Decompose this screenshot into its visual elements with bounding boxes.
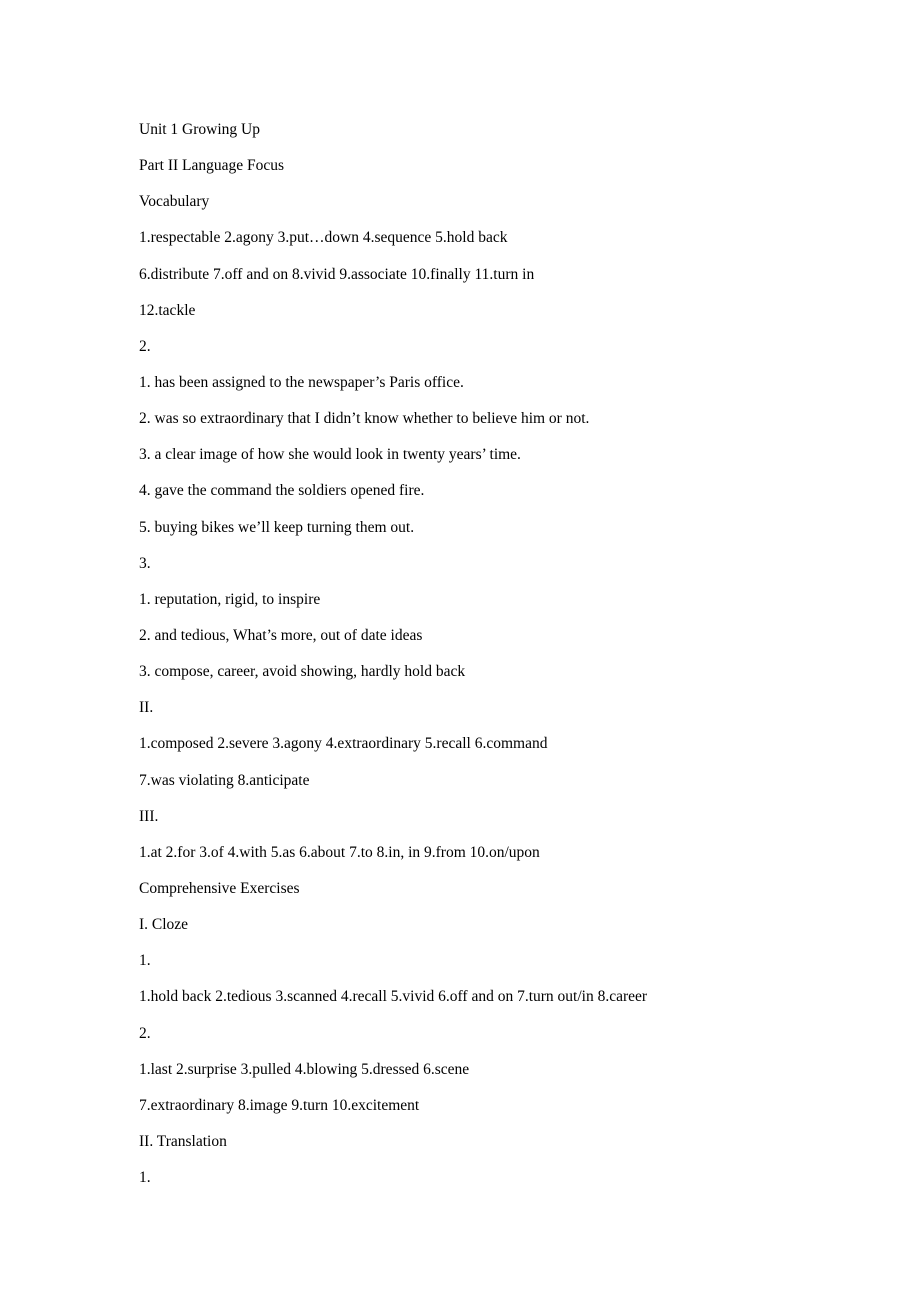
- answer-line: 1. has been assigned to the newspaper’s Paris office.: [139, 373, 464, 391]
- answer-line: 5. buying bikes we’ll keep turning them out.: [139, 518, 415, 536]
- answer-line: 12.tackle: [139, 301, 196, 319]
- exercise-number: 3.: [139, 554, 151, 572]
- answer-line: 6.distribute 7.off and on 8.vivid 9.associate 10.finally 11.turn in: [139, 265, 535, 283]
- exercise-number: 1.: [139, 952, 151, 970]
- answer-line: 7.extraordinary 8.image 9.turn 10.excitement: [139, 1096, 420, 1114]
- answer-line: 3. compose, career, avoid showing, hardly hold back: [139, 663, 466, 681]
- section-heading: I. Cloze: [139, 916, 189, 934]
- exercise-number: 1.: [139, 1169, 151, 1187]
- answer-line: 3. a clear image of how she would look in twenty years’ time.: [139, 446, 521, 464]
- part-heading: Part II Language Focus: [139, 157, 285, 175]
- section-heading: Vocabulary: [139, 193, 210, 211]
- section-number: II.: [139, 699, 154, 717]
- answer-line: 1. reputation, rigid, to inspire: [139, 590, 321, 608]
- section-number: III.: [139, 807, 159, 825]
- exercise-number: 2.: [139, 1024, 151, 1042]
- answer-line: 1.at 2.for 3.of 4.with 5.as 6.about 7.to 8.in, in 9.from 10.on/upon: [139, 843, 540, 861]
- section-heading: Comprehensive Exercises: [139, 879, 300, 897]
- answer-line: 2. and tedious, What’s more, out of date ideas: [139, 626, 423, 644]
- answer-line: 4. gave the command the soldiers opened fire.: [139, 482, 425, 500]
- answer-line: 1.respectable 2.agony 3.put…down 4.sequence 5.hold back: [139, 229, 508, 247]
- unit-title: Unit 1 Growing Up: [139, 121, 260, 138]
- section-heading: II. Translation: [139, 1132, 227, 1150]
- answer-line: 1.last 2.surprise 3.pulled 4.blowing 5.dressed 6.scene: [139, 1060, 470, 1078]
- exercise-number: 2.: [139, 337, 151, 355]
- answer-line: 1.composed 2.severe 3.agony 4.extraordinary 5.recall 6.command: [139, 735, 548, 753]
- answer-line: 2. was so extraordinary that I didn’t know whether to believe him or not.: [139, 410, 590, 428]
- answer-line: 1.hold back 2.tedious 3.scanned 4.recall 5.vivid 6.off and on 7.turn out/in 8.career: [139, 988, 648, 1006]
- answer-line: 7.was violating 8.anticipate: [139, 771, 310, 789]
- document-body: [139, 117, 879, 1201]
